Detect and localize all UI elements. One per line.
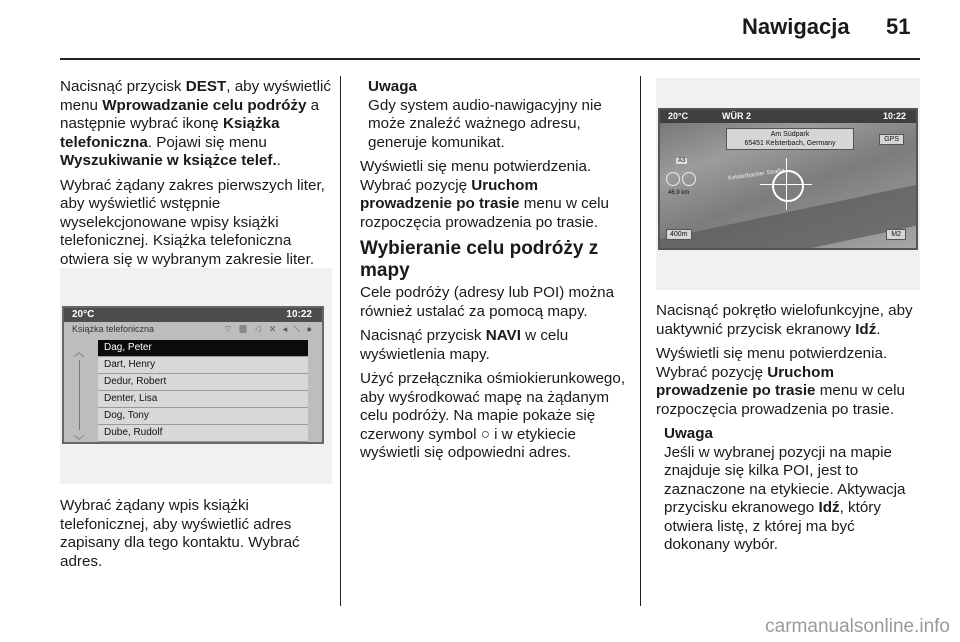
map-status-bar xyxy=(660,110,916,123)
list-item[interactable]: Dedur, Robert xyxy=(98,374,308,391)
note-box xyxy=(368,78,628,152)
list-item[interactable]: Dart, Henry xyxy=(98,357,308,374)
list-item[interactable]: Dog, Tony xyxy=(98,408,308,425)
map-figure xyxy=(656,78,920,290)
phonebook-status-bar xyxy=(64,308,322,322)
chevron-down-icon[interactable]: ﹀ xyxy=(74,436,84,447)
paragraph-select-entry: Wybrać żądany wpis książki telefonicznej, aby wyświetlić adres zapisany dla tego kontaktu. Wybrać adres. xyxy=(60,497,300,570)
page-number: 51 xyxy=(886,14,911,39)
temperature-readout: 20°C xyxy=(72,309,95,320)
paragraph-navi-button: Nacisnąć przycisk NAVI w celu wyświetlenia mapy. xyxy=(360,327,569,363)
gps-button[interactable]: GPS xyxy=(879,134,904,145)
column-divider-2 xyxy=(640,76,641,606)
list-item[interactable]: Denter, Lisa xyxy=(98,391,308,408)
scrollbar[interactable] xyxy=(79,360,80,430)
column-divider-1 xyxy=(340,76,341,606)
list-item[interactable]: Dube, Rudolf xyxy=(98,425,308,442)
scale-indicator: 400m xyxy=(666,229,692,240)
paragraph-dest: Nacisnąć przycisk DEST, aby wyświetlić menu Wprowadzanie celu podróży a następnie wybrać ikonę Książka telefoniczna. Pojawi się menu Wyszukiwanie w książce telef.. xyxy=(60,78,331,169)
paragraph-joystick: Użyć przełącznika ośmiokierunkowego, aby wyśrodkować mapę na żądanym celu podróży. Na mapie pokaże się czerwony symbol ○ i w etykiecie wyświetli się odpowiedni adres. xyxy=(360,370,626,461)
phonebook-list xyxy=(98,340,308,442)
crosshair-icon xyxy=(772,170,804,202)
column-1 xyxy=(60,78,332,275)
note-box-2 xyxy=(664,425,920,555)
zoom-icon[interactable] xyxy=(682,172,696,186)
paragraph-letter-range: Wybrać żądany zakres pierwszych liter, aby wyświetlić wstępnie wyselekcjonowane wpisy książki telefonicznej. Książka telefoniczna otwiera się w wybranym zakresie liter. xyxy=(60,176,325,268)
status-icons: ⌔ ▤ ◁ ✕ ◂ ⟍ ● xyxy=(223,324,314,334)
city-label: WÜR 2 xyxy=(722,111,751,121)
address-label xyxy=(726,128,854,150)
clock-readout: 10:22 xyxy=(882,111,906,121)
note-title-2: Uwaga xyxy=(664,425,713,442)
paragraph-confirmation: Wyświetli się menu potwierdzenia. xyxy=(360,158,592,175)
paragraph-start-guidance-2: Wybrać pozycję Uruchom prowadzenie po trasie menu w celu rozpoczęcia prowadzenia po trasie. xyxy=(656,363,905,418)
watermark-text: carmanualsonline.info xyxy=(765,616,950,637)
note-text-2: Jeśli w wybranej pozycji na mapie znajduje się kilka POI, jest to zaznaczone na etykiecie. Aktywacja przycisku ekranowego Idź, który otwiera listę, z której ma być dokonany wybór. xyxy=(664,443,906,553)
header-rule xyxy=(60,58,920,60)
paragraph-confirmation-2: Wyświetli się menu potwierdzenia. xyxy=(656,345,888,362)
clock-readout: 10:22 xyxy=(286,309,312,320)
phonebook-figure xyxy=(60,268,332,484)
paragraph-multifunction-knob: Nacisnąć pokrętło wielofunkcyjne, aby uaktywnić przycisk ekranowy Idź. xyxy=(656,302,913,338)
note-title: Uwaga xyxy=(368,78,417,95)
column-1-bottom xyxy=(60,497,332,577)
list-item[interactable]: Dag, Peter xyxy=(98,340,308,357)
map-next-button[interactable]: M2 xyxy=(886,229,906,240)
distance-readout: 46,9 km xyxy=(668,190,690,196)
address-line-1: Am Südpark xyxy=(770,131,810,138)
section-heading: Wybieranie celu podróży z mapy xyxy=(360,238,599,281)
road-sign: A3 xyxy=(678,158,686,164)
column-3 xyxy=(656,302,920,561)
address-line-2: 65451 Kelsterbach, Germany xyxy=(744,140,836,147)
column-2 xyxy=(360,78,628,469)
note-text: Gdy system audio-nawigacyjny nie może znaleźć ważnego adresu, generuje komunikat. xyxy=(368,96,602,151)
section-title: Nawigacja xyxy=(742,14,850,39)
paragraph-map-destinations: Cele podróży (adresy lub POI) można również ustalać za pomocą mapy. xyxy=(360,284,615,320)
paragraph-start-guidance: Wybrać pozycję Uruchom prowadzenie po trasie menu w celu rozpoczęcia prowadzenia po trasie. xyxy=(360,176,609,231)
street-label: Kelsterbacher Straße xyxy=(727,168,785,182)
phonebook-screen xyxy=(62,306,324,447)
chevron-up-icon[interactable]: ︿ xyxy=(74,348,84,359)
temperature-readout: 20°C xyxy=(668,111,689,121)
phonebook-title: Książka telefoniczna xyxy=(72,324,155,334)
map-screen xyxy=(658,108,918,250)
compass-icon[interactable] xyxy=(666,172,680,186)
